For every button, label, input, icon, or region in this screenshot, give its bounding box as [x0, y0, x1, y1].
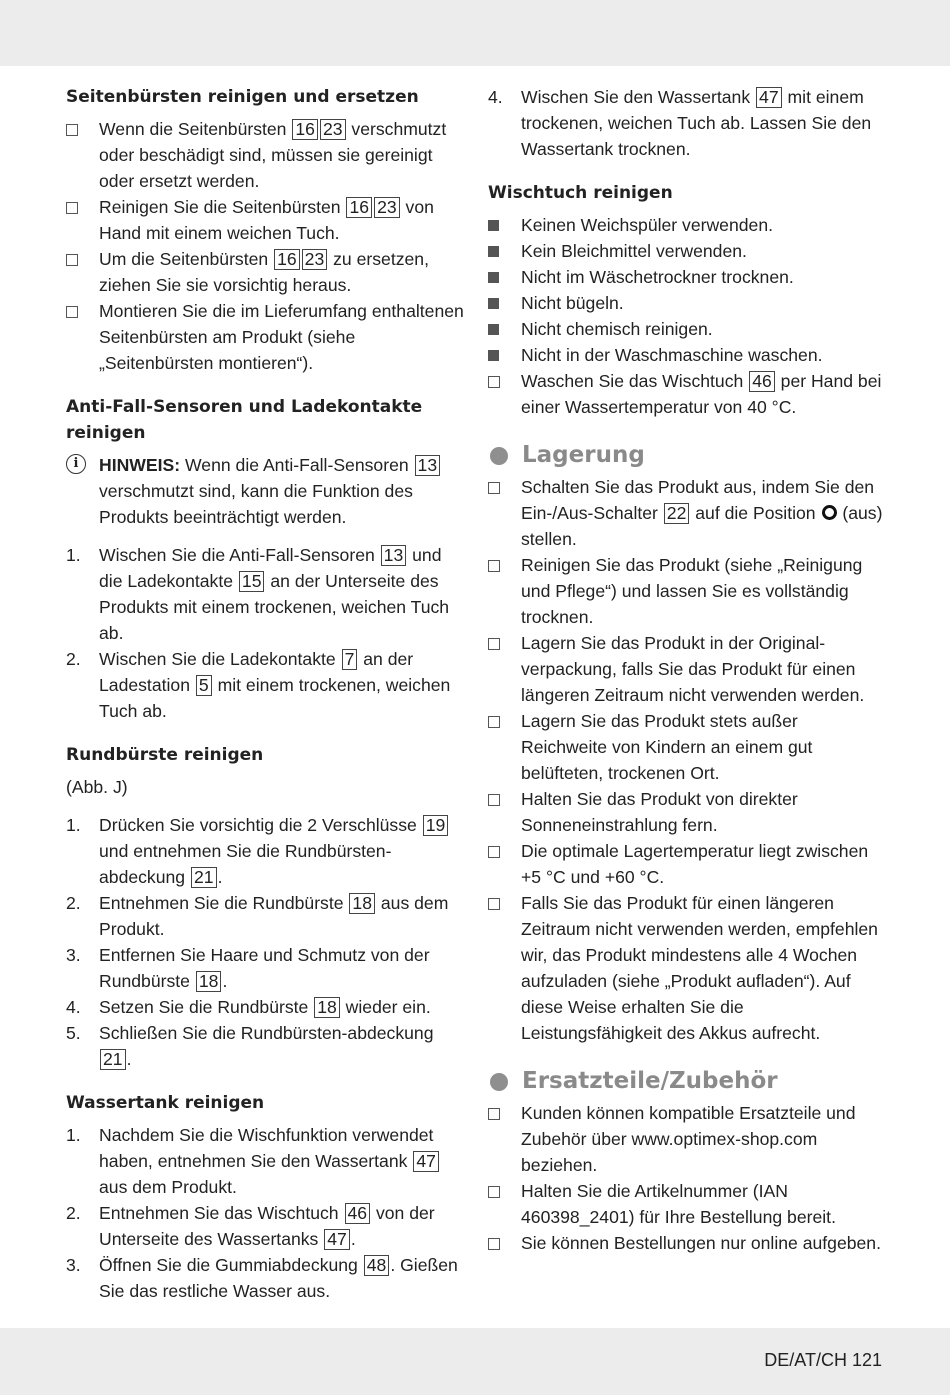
square-bullet-icon — [488, 350, 499, 361]
square-bullet-icon — [488, 246, 499, 257]
checkbox-bullet-icon — [66, 124, 78, 136]
square-bullet-icon — [488, 324, 499, 335]
info-icon: i — [66, 454, 86, 474]
off-position-icon — [822, 505, 837, 520]
section-dot-icon — [490, 1073, 508, 1091]
square-bullet-icon — [488, 298, 499, 309]
list-item: Schalten Sie das Produkt aus, indem Sie den Ein-/Aus-Schalter 22 auf die Position (aus) stellen. — [488, 474, 888, 552]
list-item: Kein Bleichmittel verwenden. — [488, 238, 888, 264]
checkbox-bullet-icon — [66, 202, 78, 214]
list-item: Halten Sie das Produkt von direkter Sonneneinstrahlung fern. — [488, 786, 888, 838]
list-item: 3. Entfernen Sie Haare und Schmutz von der Rundbürste 18 . — [66, 945, 430, 991]
left-column — [66, 84, 464, 1304]
list-item: Waschen Sie das Wischtuch 46 per Hand bei einer Wassertemperatur von 40 °C. — [488, 368, 888, 420]
checkbox-bullet-icon — [488, 1238, 500, 1250]
checkbox-bullet-icon — [66, 306, 78, 318]
list-item: Nicht chemisch reinigen. — [488, 316, 888, 342]
list-item: 5. Schließen Sie die Rundbürsten-abdeckung 21 . — [66, 1023, 434, 1069]
heading-main-brush: Rundbürste reinigen — [66, 745, 264, 765]
checkbox-bullet-icon — [488, 638, 500, 650]
list-item: Reinigen Sie die Seitenbürsten 16 23 von Hand mit einem weichen Tuch. — [66, 194, 464, 246]
list-item: Kunden können kompatible Ersatzteile und Zubehör über www.optimex-shop.com beziehen. — [488, 1100, 888, 1178]
section-title-spare-parts: Ersatzteile/Zubehör — [488, 1066, 888, 1096]
list-item: Lagern Sie das Produkt stets außer Reichweite von Kindern an einem gut belüfteten, trockenen Ort. — [488, 708, 888, 786]
checkbox-bullet-icon — [488, 794, 500, 806]
list-item: Um die Seitenbürsten 16 23 zu ersetzen, ziehen Sie sie vorsichtig heraus. — [66, 246, 464, 298]
section-title-storage: Lagerung — [488, 440, 888, 470]
checkbox-bullet-icon — [488, 1108, 500, 1120]
checkbox-bullet-icon — [488, 376, 500, 388]
list-item: 3. Öffnen Sie die Gummiabdeckung 48 . Gießen Sie das restliche Wasser aus. — [66, 1255, 458, 1301]
list-item: Lagern Sie das Produkt in der Original-verpackung, falls Sie das Produkt für einen längeren Zeitraum nicht verwenden werden. — [488, 630, 888, 708]
list-item: Wenn die Seitenbürsten 16 23 verschmutzt oder beschädigt sind, müssen sie gereinigt oder ersetzt werden. — [66, 116, 464, 194]
list-item: 4. Wischen Sie den Wassertank 47 mit einem trockenen, weichen Tuch ab. Lassen Sie den Wassertank trocknen. — [488, 87, 872, 159]
list-item: Sie können Bestellungen nur online aufgeben. — [488, 1230, 888, 1256]
checkbox-bullet-icon — [488, 1186, 500, 1198]
list-item: Falls Sie das Produkt für einen längeren Zeitraum nicht verwenden werden, empfehlen wir, das Produkt mindestens alle 4 Wochen aufzuladen (siehe „Produkt aufladen“). Auf diese Weise erhalten Sie die Leistungsfähigkeit des Akkus aufrecht. — [488, 890, 888, 1046]
list-item: 1. Wischen Sie die Anti-Fall-Sensoren 13 und die Ladekontakte 15 an der Unterseite des Produkts mit einem trockenen, weichen Tuch ab. — [66, 545, 450, 643]
right-column — [488, 84, 888, 1256]
section-dot-icon — [490, 447, 508, 465]
square-bullet-icon — [488, 272, 499, 283]
list-item: 2. Entnehmen Sie die Rundbürste 18 aus dem Produkt. — [66, 893, 449, 939]
list-item: Nicht in der Waschmaschine waschen. — [488, 342, 888, 368]
header-band — [0, 0, 950, 66]
list-item: Die optimale Lagertemperatur liegt zwischen +5 °C und +60 °C. — [488, 838, 888, 890]
list-item: 1. Drücken Sie vorsichtig die 2 Verschlüsse 19 und entnehmen Sie die Rundbürsten-abdeckung 21 . — [66, 812, 464, 890]
page-footer: DE/AT/CH 121 — [764, 1350, 882, 1370]
list-item: 2. Wischen Sie die Ladekontakte 7 an der Ladestation 5 mit einem trockenen, weichen Tuch ab. — [66, 649, 451, 721]
note: i HINWEIS: Wenn die Anti-Fall-Sensoren 13 verschmutzt sind, kann die Funktion des Produkts beeinträchtigt werden. — [66, 452, 464, 530]
list-item: Keinen Weichspüler verwenden. — [488, 212, 888, 238]
figure-reference: (Abb. J) — [66, 777, 128, 797]
checkbox-bullet-icon — [488, 846, 500, 858]
list-item: Nicht bügeln. — [488, 290, 888, 316]
checkbox-bullet-icon — [488, 560, 500, 572]
checkbox-bullet-icon — [488, 482, 500, 494]
list-item: Montieren Sie die im Lieferumfang enthaltenen Seitenbürsten am Produkt (siehe „Seitenbürsten montieren“). — [66, 298, 464, 376]
list-item: 4. Setzen Sie die Rundbürste 18 wieder ein. — [66, 997, 431, 1017]
heading-mop-cloth: Wischtuch reinigen — [488, 183, 673, 203]
square-bullet-icon — [488, 220, 499, 231]
list-item: 2. Entnehmen Sie das Wischtuch 46 von der Unterseite des Wassertanks 47 . — [66, 1203, 435, 1249]
list-item: 1. Nachdem Sie die Wischfunktion verwendet haben, entnehmen Sie den Wassertank 47 aus dem Produkt. — [66, 1122, 464, 1200]
checkbox-bullet-icon — [66, 254, 78, 266]
list-item: Reinigen Sie das Produkt (siehe „Reinigung und Pflege“) und lassen Sie es vollständig trocknen. — [488, 552, 888, 630]
checkbox-bullet-icon — [488, 898, 500, 910]
list-item: Nicht im Wäschetrockner trocknen. — [488, 264, 888, 290]
heading-sensors: Anti-Fall-Sensoren und Ladekontakte reinigen — [66, 397, 423, 443]
heading-side-brushes: Seitenbürsten reinigen und ersetzen — [66, 87, 419, 107]
checkbox-bullet-icon — [488, 716, 500, 728]
heading-water-tank: Wassertank reinigen — [66, 1093, 265, 1113]
list-item: Halten Sie die Artikelnummer (IAN 460398_2401) für Ihre Bestellung bereit. — [488, 1178, 888, 1230]
